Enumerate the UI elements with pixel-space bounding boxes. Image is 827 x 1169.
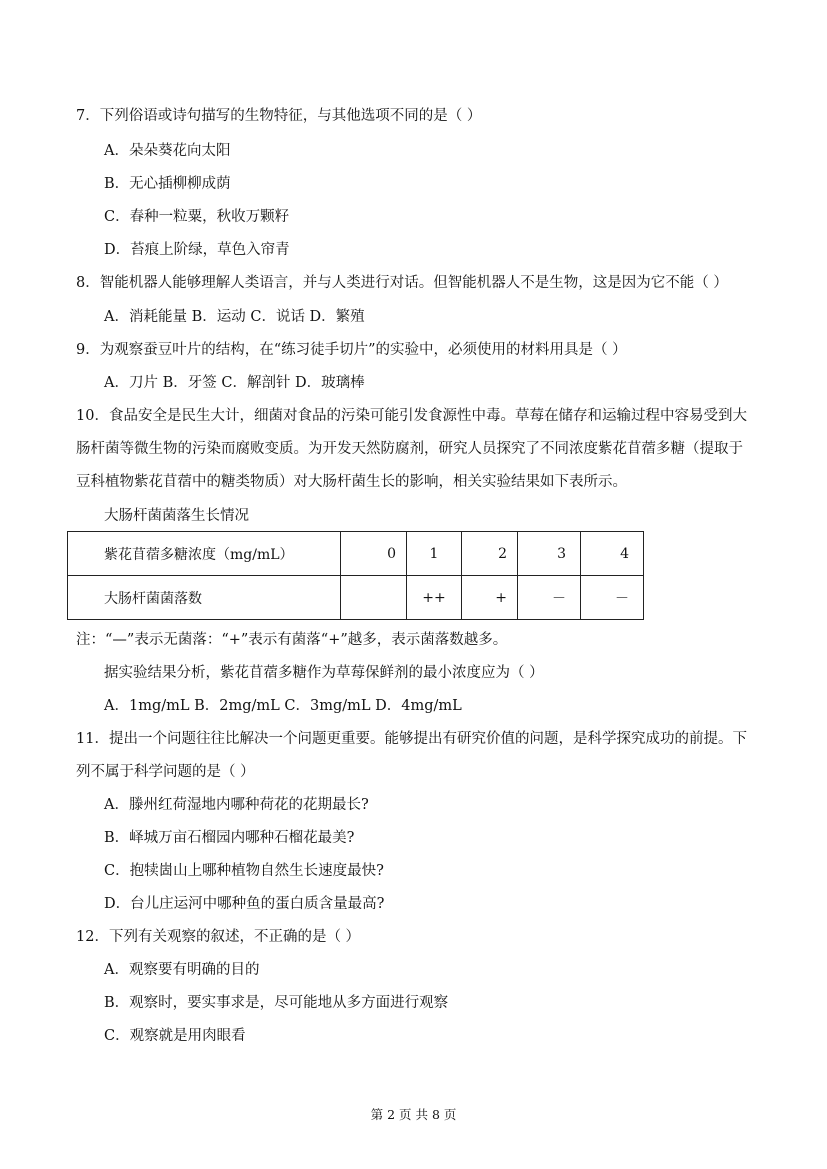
table-row: [68, 576, 644, 620]
q11-option-c: C．抱犊崮山上哪种植物自然生长速度最快?: [104, 863, 384, 879]
q12-option-a: A．观察要有明确的目的: [104, 962, 260, 978]
q8-options: A．消耗能量 B．运动 C．说话 D．繁殖: [104, 309, 365, 325]
table-row: [68, 532, 644, 576]
table-cell: －: [518, 576, 581, 620]
q11-option-d: D．台儿庄运河中哪种鱼的蛋白质含量最高?: [104, 896, 385, 912]
table-cell: 0: [341, 532, 407, 576]
q7-option-b: B．无心插柳柳成荫: [104, 176, 231, 192]
q12-option-c: C．观察就是用肉眼看: [104, 1028, 246, 1044]
question-7-stem: 7．下列俗语或诗句描写的生物特征，与其他选项不同的是（ ）: [76, 108, 482, 124]
table-caption: 大肠杆菌菌落生长情况: [104, 508, 249, 524]
table-cell: 2: [462, 532, 518, 576]
question-11-line-2: 列不属于科学问题的是（ ）: [76, 764, 255, 780]
q7-option-a: A．朵朵葵花向太阳: [104, 143, 231, 159]
q7-option-d: D．苔痕上阶绿，草色入帘青: [104, 242, 290, 258]
question-8-stem: 8．智能机器人能够理解人类语言，并与人类进行对话。但智能机器人不是生物，这是因为它不能（ ）: [76, 275, 728, 291]
question-9-stem: 9．为观察蚕豆叶片的结构，在“练习徒手切片”的实验中，必须使用的材料用具是（ ）: [76, 342, 627, 358]
concentration-header: 紫花苜蓿多糖浓度（mg/mL）: [68, 532, 341, 576]
table-note: 注：“—”表示无菌落：“+”表示有菌落“+”越多，表示菌落数越多。: [76, 632, 508, 648]
table-cell: －: [581, 576, 644, 620]
table-cell: +: [462, 576, 518, 620]
table-cell: ++: [407, 576, 462, 620]
question-10-line-2: 肠杆菌等微生物的污染而腐败变质。为开发天然防腐剂，研究人员探究了不同浓度紫花苜蓿多糖（提取于: [76, 441, 743, 457]
table-cell: 4: [581, 532, 644, 576]
table-cell: [341, 576, 407, 620]
question-11-line-1: 11．提出一个问题往往比解决一个问题更重要。能够提出有研究价值的问题，是科学探究成功的前提。下: [76, 731, 747, 747]
q10-options: A．1mg/mL B．2mg/mL C．3mg/mL D．4mg/mL: [104, 698, 462, 714]
q12-option-b: B．观察时，要实事求是，尽可能地从多方面进行观察: [104, 995, 449, 1011]
page-footer: 第 2 页 共 8 页: [370, 1107, 457, 1122]
q9-options: A．刀片 B．牙签 C．解剖针 D．玻璃棒: [104, 375, 365, 391]
question-12-stem: 12．下列有关观察的叙述，不正确的是（ ）: [76, 929, 361, 945]
colony-growth-table: [67, 531, 644, 620]
q11-option-a: A．滕州红荷湿地内哪种荷花的花期最长?: [104, 797, 369, 813]
q11-option-b: B．峄城万亩石榴园内哪种石榴花最美?: [104, 830, 355, 846]
table-cell: 3: [518, 532, 581, 576]
question-10-line-3: 豆科植物紫花苜蓿中的糖类物质）对大肠杆菌生长的影响，相关实验结果如下表所示。: [76, 474, 627, 490]
colony-count-header: 大肠杆菌菌落数: [68, 576, 341, 620]
question-10-prompt: 据实验结果分析，紫花苜蓿多糖作为草莓保鲜剂的最小浓度应为（ ）: [104, 665, 544, 681]
q7-option-c: C．春种一粒粟，秋收万颗籽: [104, 209, 290, 225]
table-cell: 1: [407, 532, 462, 576]
question-10-line-1: 10．食品安全是民生大计，细菌对食品的污染可能引发食源性中毒。草莓在储存和运输过程中容易受到大: [76, 408, 747, 424]
